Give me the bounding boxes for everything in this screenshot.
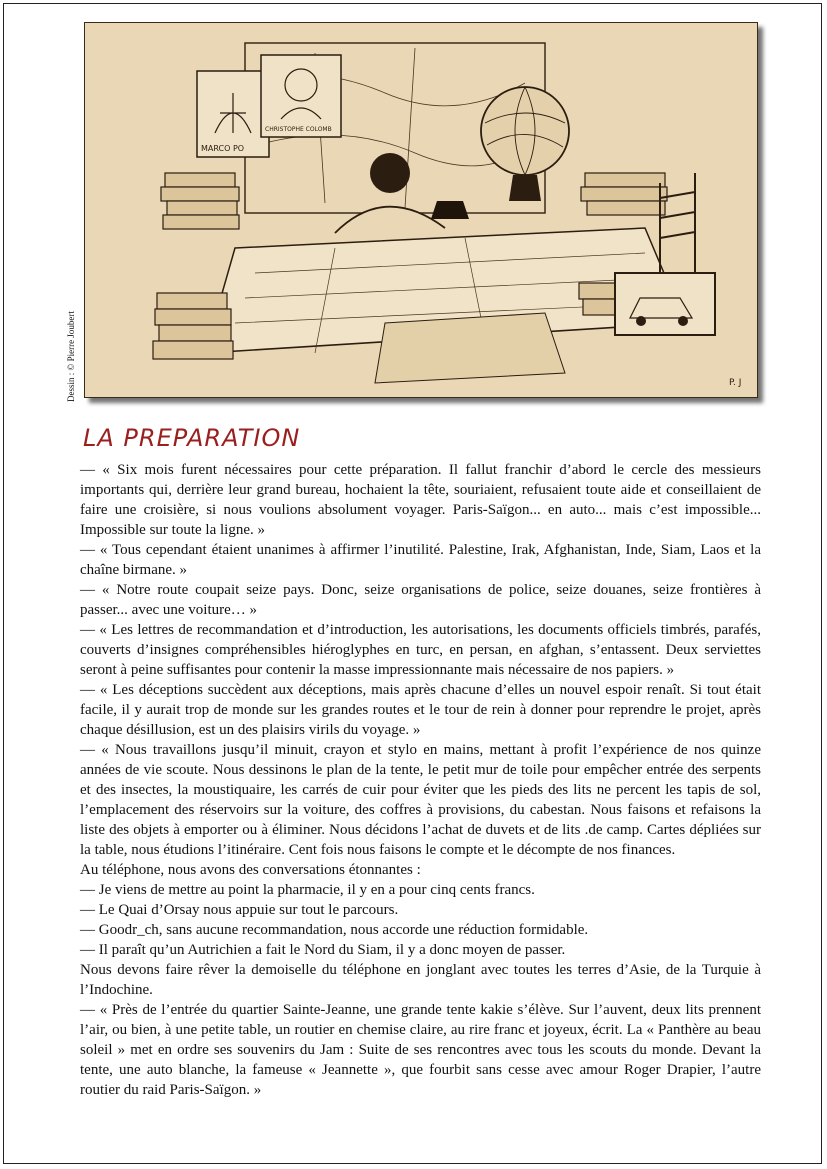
globe-stand [509,175,541,201]
poster-columbus [261,55,341,137]
paragraph: — « Près de l’entrée du quartier Sainte-Jeanne, une grande tente kakie s’élève. Sur l’auvent, deux lits prennent l’air, ou bien, à une petite table, un routier en chemise claire, au rire franc et joyeux, écrit. La « Panthère au beau soleil » met en ordre ses souvenirs du Jam : Suite de ses rencontres avec tous les scouts du monde. Devant la tente, une auto blanche, la fameuse « Jeannette », que fourbit sans cesse avec amour Roger Drapier, l’autre routier du raid Paris-Saïgon. » [80,1002,761,1098]
car-wheel-front [636,316,646,326]
signature: P. J [729,378,742,388]
paragraph: — Je viens de mettre au point la pharmacie, il y en a pour cinq cents francs. [80,882,535,898]
car-wheel-back [678,316,688,326]
floor-papers [375,313,565,383]
person-head [370,153,410,193]
paragraph: — Le Quai d’Orsay nous appuie sur tout le parcours. [80,902,399,918]
paragraph: — « Les déceptions succèdent aux déceptions, mais après chacune d’elles un nouvel espoir renaît. Si tout était facile, il y aurait trop de monde sur les grandes routes et le tour de rein à donner pour reprendre le projet, après chaque désillusion, est un des plaisirs virils du voyage. » [80,682,761,738]
paragraph: — « Tous cependant étaient unanimes à affirmer l’inutilité. Palestine, Irak, Afghanistan, Inde, Siam, Laos et la chaîne birmane. » [80,542,761,578]
paragraph: Au téléphone, nous avons des conversations étonnantes : [80,862,421,878]
paragraph: — Il paraît qu’un Autrichien a fait le Nord du Siam, il y a donc moyen de passer. [80,942,566,958]
paragraph: Nous devons faire rêver la demoiselle du téléphone en jonglant avec toutes les terres d’Asie, de la Turquie à l’Indochine. [80,962,761,998]
paragraph: — « Six mois furent nécessaires pour cette préparation. Il fallut franchir d’abord le cercle des messieurs importants qui, derrière leur grand bureau, hochaient la tête, souriaient, refusaient toute aide et conseillaient de faire une croisière, si nous voulions absolument voyager. Paris-Saïgon... en auto... mais c’est impossible... Impossible sur toute la ligne. » [80,462,761,538]
paragraph: — « Les lettres de recommandation et d’introduction, les autorisations, les documents officiels timbrés, parafés, couverts d’insignes compréhensibles hiéroglyphes en turc, en persan, en afghan, s’entassent. Deux serviettes seront à peine suffisantes pour contenir la masse impressionnante mais nécessaire de nos papiers. » [80,622,761,678]
section-title: LA PREPARATION [83,424,301,452]
telephone [431,201,469,219]
illustration [84,22,758,398]
illustration-credit: Dessin : © Pierre Joubert [66,311,76,402]
paragraph: — « Notre route coupait seize pays. Donc, seize organisations de police, seize douanes, seize frontières à passer... avec une voiture… » [80,582,761,618]
portrait-name: CHRISTOPHE COLOMB [265,126,332,133]
paragraph: — « Nous travaillons jusqu’il minuit, crayon et stylo en mains, mettant à profit l’expérience de nos quinze années de vie scoute. Nous dessinons le plan de la tente, le petit mur de toile pour empêcher entrée des serpents et des insectes, la moustiquaire, les carrés de cuir pour éviter que les pieds des lits ne percent les tapis de sol, l’emplacement des réservoirs sur la voiture, des coffres à provisions, du cabestan. Nous faisons et refaisons la liste des objets à emporter ou à éliminer. Nous décidons l’achat de duvets et de lits .de camp. Cartes dépliées sur la table, nous étudions l’itinéraire. Cent fois nous faisons le compte et le décompte de nos finances. [80,742,761,858]
article-body [80,460,761,1100]
illustration-drawing [85,23,757,397]
car-picture [615,273,715,335]
globe [481,87,569,175]
paragraph: — Goodr_ch, sans aucune recommandation, nous accorde une réduction formidable. [80,922,589,938]
marco-label: MARCO PO [201,144,245,153]
illustration-credit-wrap [66,292,78,402]
